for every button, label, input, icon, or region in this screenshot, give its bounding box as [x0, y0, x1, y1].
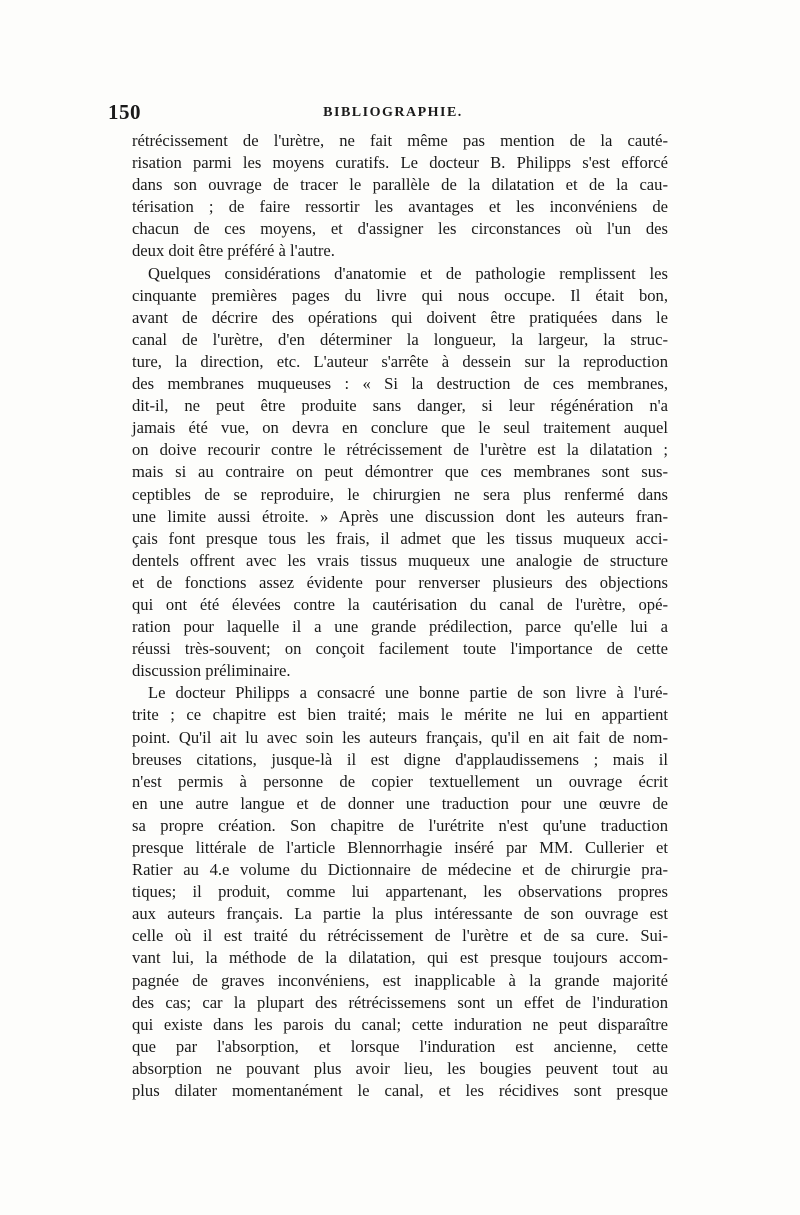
text-line: n'est permis à personne de copier textuellement un ouvrage écrit — [132, 771, 668, 791]
text-line: et de fonctions assez évidente pour renverser plusieurs des objections — [132, 572, 668, 592]
text-line: trite ; ce chapitre est bien traité; mais le mérite ne lui en appartient — [132, 705, 668, 725]
text-line: presque littérale de l'article Blennorrhagie inséré par MM. Cullerier et — [132, 838, 668, 857]
text-line: Ratier au 4.e volume du Dictionnaire de médecine et de chirurgie pra- — [132, 860, 668, 880]
text-line: ceptibles de se reproduire, le chirurgien ne sera plus renfermé dans — [132, 484, 668, 504]
text-line: une limite aussi étroite. » Après une discussion dont les auteurs fran- — [132, 506, 668, 526]
text-line: risation parmi les moyens curatifs. Le docteur B. Philipps s'est efforcé — [132, 153, 668, 173]
text-line: dentels offrent avec les vrais tissus muqueux une analogie de structure — [132, 550, 668, 570]
text-line: ration pour laquelle il a une grande prédilection, parce qu'elle lui a — [132, 617, 668, 637]
text-line: Quelques considérations d'anatomie et de pathologie remplissent les — [148, 263, 668, 283]
text-line: cinquante premières pages du livre qui nous occupe. Il était bon, — [132, 285, 668, 305]
text-line: canal de l'urètre, d'en déterminer la longueur, la largeur, la struc- — [132, 329, 668, 349]
text-line: en une autre langue et de donner une traduction pour une œuvre de — [132, 793, 668, 813]
text-line: dit-il, ne peut être produite sans danger, si leur régénération n'a — [132, 396, 668, 416]
text-line: qui ont été élevées contre la cautérisation du canal de l'urètre, opé- — [132, 594, 668, 614]
text-line: on doive recourir contre le rétrécissement de l'urètre est la dilatation ; — [132, 440, 668, 460]
text-line: dans son ouvrage de tracer le parallèle de la dilatation et de la cau- — [132, 175, 668, 195]
body-text — [132, 130, 668, 1102]
text-line: chacun de ces moyens, et d'assigner les circonstances où l'un des — [132, 219, 668, 239]
text-line: mais si au contraire on peut démontrer que ces membranes sont sus- — [132, 462, 668, 482]
running-title: BIBLIOGRAPHIE. — [323, 105, 463, 120]
text-line: qui existe dans les parois du canal; cette induration ne peut disparaître — [132, 1014, 668, 1034]
text-line: que par l'absorption, et lorsque l'induration est ancienne, cette — [132, 1036, 668, 1056]
text-line: des membranes muqueuses : « Si la destruction de ces membranes, — [132, 374, 668, 394]
paragraph-3 — [132, 682, 668, 1102]
text-line: Le docteur Philipps a consacré une bonne partie de son livre à l'uré- — [148, 683, 668, 703]
text-line: point. Qu'il ait lu avec soin les auteurs français, qu'il en ait fait de nom- — [132, 727, 668, 747]
text-line: rétrécissement de l'urètre, ne fait même pas mention de la cauté- — [132, 131, 668, 150]
text-line: ture, la direction, etc. L'auteur s'arrête à dessein sur la reproduction — [132, 351, 668, 371]
text-line: avant de décrire des opérations qui doivent être pratiquées dans le — [132, 307, 668, 327]
text-line: plus dilater momentanément le canal, et les récidives sont presque — [132, 1081, 668, 1101]
page-header — [108, 100, 678, 130]
text-line: sa propre création. Son chapitre de l'urétrite n'est qu'une traduction — [132, 815, 668, 835]
text-line: des cas; car la plupart des rétrécissemens sont un effet de l'induration — [132, 992, 668, 1012]
page-number: 150 — [108, 100, 141, 124]
text-line: absorption ne pouvant plus avoir lieu, les bougies peuvent tout au — [132, 1058, 668, 1078]
text-line: discussion préliminaire. — [132, 661, 291, 681]
paragraph-2 — [132, 263, 668, 683]
text-line: çais font presque tous les frais, il admet que les tissus muqueux acci- — [132, 528, 668, 548]
text-line: deux doit être préféré à l'autre. — [132, 241, 335, 261]
text-line: térisation ; de faire ressortir les avantages et les inconvéniens de — [132, 197, 668, 217]
text-line: vant lui, la méthode de la dilatation, qui est presque toujours accom- — [132, 948, 668, 968]
text-line: aux auteurs français. La partie la plus intéressante de son ouvrage est — [132, 904, 668, 924]
paragraph-1 — [132, 130, 668, 263]
text-line: celle où il est traité du rétrécissement de l'urètre et de sa cure. Sui- — [132, 926, 668, 946]
text-line: tiques; il produit, comme lui appartenant, les observations propres — [132, 882, 668, 902]
text-line: jamais été vue, on devra en conclure que le seul traitement auquel — [132, 418, 668, 438]
text-line: réussi très-souvent; on conçoit facilement toute l'importance de cette — [132, 639, 668, 659]
text-line: pagnée de graves inconvéniens, est inapplicable à la grande majorité — [132, 970, 668, 990]
text-line: breuses citations, jusque-là il est digne d'applaudissemens ; mais il — [132, 749, 668, 769]
